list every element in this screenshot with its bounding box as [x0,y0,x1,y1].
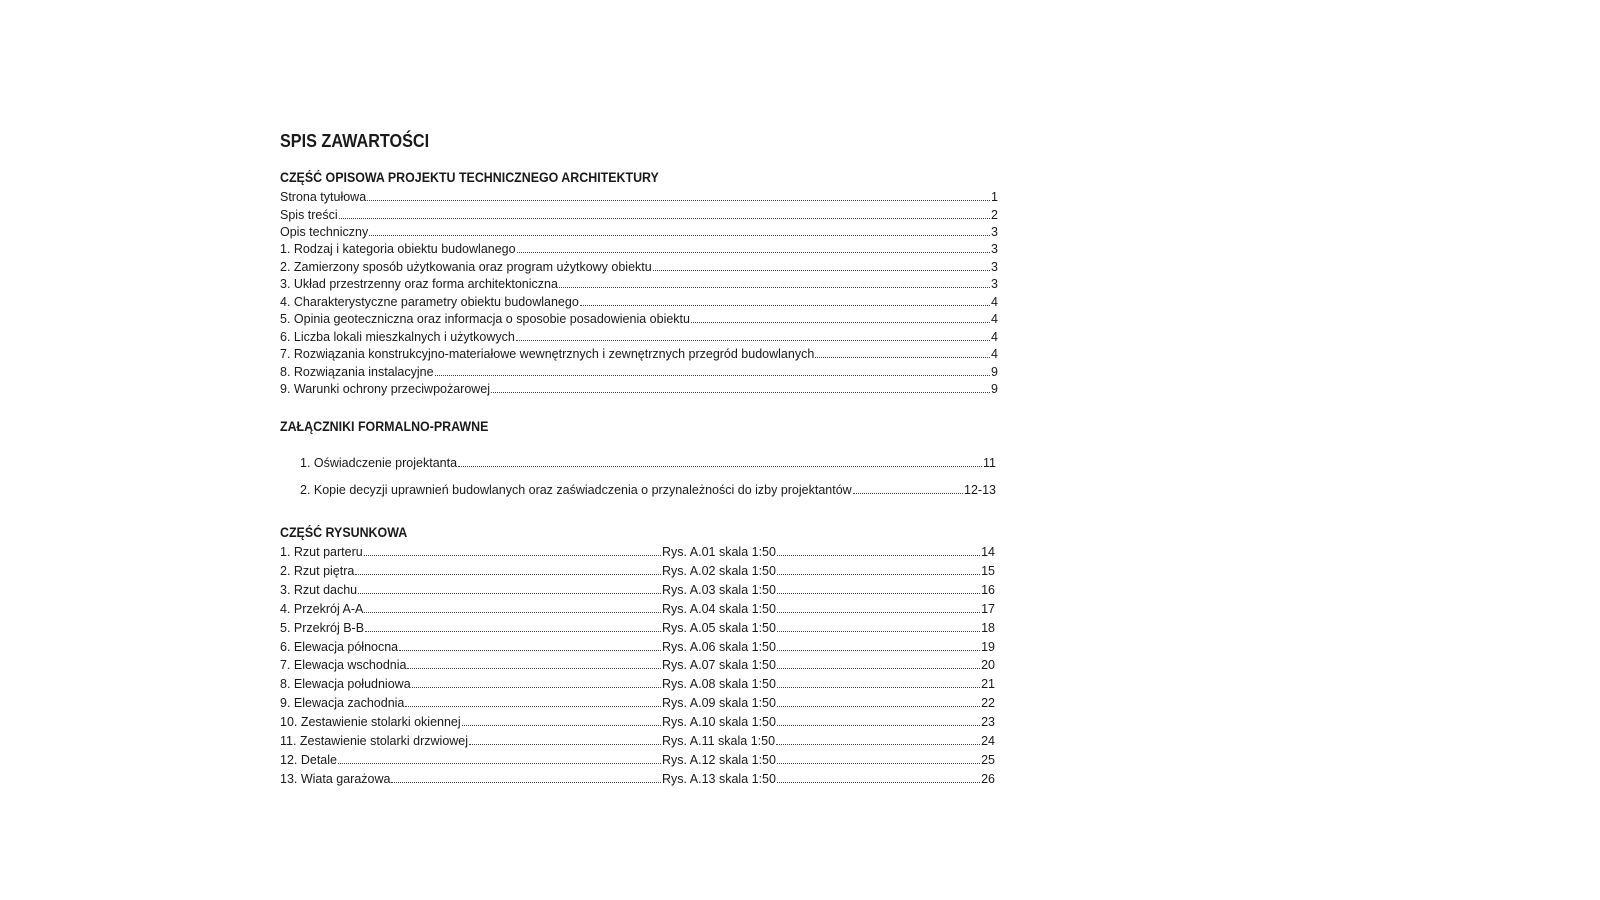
dot-leader [391,782,661,783]
toc-entry [300,455,996,472]
drawing-entry-label: 11. Zestawienie stolarki drzwiowej [280,734,469,748]
toc-entry-page: 3 [991,225,998,239]
drawing-entry-label: 5. Przekrój B-B [280,621,365,635]
drawing-entry-page: 16 [981,583,995,597]
toc-entry-page: 9 [991,365,998,379]
dot-leader [469,744,661,745]
drawing-entry-page: 14 [981,545,995,559]
section-heading-attachments: ZAŁĄCZNIKI FORMALNO-PRAWNE [280,419,489,434]
dot-leader [559,287,990,288]
drawing-entry-label: 9. Elewacja zachodnia [280,696,405,710]
drawing-entry-page: 17 [981,602,995,616]
section-heading-descriptive: CZĘŚĆ OPISOWA PROJEKTU TECHNICZNEGO ARCHITEKTURY [280,170,659,185]
dot-leader [491,392,990,393]
drawing-entry-label: 7. Elewacja wschodnia [280,658,407,672]
toc-entry-page: 2 [991,208,998,222]
toc-entry-page: 12-13 [964,483,996,497]
toc-entry-page: 4 [991,347,998,361]
drawing-entry [280,676,995,693]
dot-leader [407,668,661,669]
dot-leader [367,200,990,201]
toc-entry [280,346,998,363]
toc-entry-label: 7. Rozwiązania konstrukcyjno-materiałowe wewnętrznych i zewnętrznych przegród budowlanych [280,347,815,361]
dot-leader [653,270,990,271]
dot-leader [517,252,990,253]
dot-leader [516,340,990,341]
dot-leader [580,305,990,306]
toc-entry-label: 3. Układ przestrzenny oraz forma architektoniczna [280,277,558,291]
drawing-entry-ref: Rys. A.11 skala 1:50 [662,734,776,748]
dot-leader [365,631,661,632]
toc-entry [280,294,998,311]
toc-entry-label: 2. Zamierzony sposób użytkowania oraz program użytkowy obiektu [280,260,652,274]
dot-leader [777,593,980,594]
drawing-entry-ref: Rys. A.10 skala 1:50 [662,715,776,729]
toc-entry [280,276,998,293]
drawing-entry-ref: Rys. A.09 skala 1:50 [662,696,776,710]
toc-entry-label: Strona tytułowa [280,190,367,204]
drawing-entry-page: 26 [981,772,995,786]
dot-leader [462,725,661,726]
toc-entry-label: 1. Rodzaj i kategoria obiektu budowlanego [280,242,516,256]
toc-entry-label: 1. Oświadczenie projektanta [300,456,458,470]
toc-entry-page: 3 [991,260,998,274]
drawing-entry-label: 2. Rzut piętra [280,564,355,578]
drawing-entry-ref: Rys. A.08 skala 1:50 [662,677,776,691]
toc-entry-label: 2. Kopie decyzji uprawnień budowlanych oraz zaświadczenia o przynależności do izby projektantów [300,483,852,497]
toc-entry-page: 3 [991,242,998,256]
drawing-entry-ref: Rys. A.07 skala 1:50 [662,658,776,672]
toc-entry-page: 9 [991,382,998,396]
dot-leader [358,593,661,594]
drawing-entry-ref: Rys. A.02 skala 1:50 [662,564,776,578]
toc-entry-page: 4 [991,295,998,309]
dot-leader [369,235,990,236]
toc-entry [280,259,998,276]
dot-leader [777,668,980,669]
toc-entry-label: 9. Warunki ochrony przeciwpożarowej [280,382,491,396]
drawing-entry-ref: Rys. A.12 skala 1:50 [662,753,776,767]
drawing-entry-ref: Rys. A.05 skala 1:50 [662,621,776,635]
toc-entry-label: Spis treści [280,208,338,222]
drawing-entry-page: 24 [981,734,995,748]
dot-leader [777,725,980,726]
drawing-entry-label: 6. Elewacja północna [280,640,399,654]
drawing-entry-page: 23 [981,715,995,729]
drawing-entry [280,620,995,637]
toc-entry-page: 1 [991,190,998,204]
dot-leader [339,218,990,219]
drawing-entry-ref: Rys. A.13 skala 1:50 [662,772,776,786]
drawing-entry-page: 15 [981,564,995,578]
dot-leader [853,493,963,494]
drawing-entry-page: 22 [981,696,995,710]
drawing-entry [280,714,995,731]
drawing-entry-label: 10. Zestawienie stolarki okiennej [280,715,461,729]
toc-entry [280,241,998,258]
toc-entry [280,311,998,328]
toc-entry [280,329,998,346]
toc-entry-label: 5. Opinia geoteczniczna oraz informacja o sposobie posadowienia obiektu [280,312,690,326]
drawing-entry-page: 21 [981,677,995,691]
toc-entry [280,207,998,224]
toc-entry-page: 4 [991,330,998,344]
dot-leader [777,650,980,651]
toc-entry-label: 4. Charakterystyczne parametry obiektu budowlanego [280,295,579,309]
toc-entry-label: Opis techniczny [280,225,369,239]
dot-leader [776,744,980,745]
toc-entry-page: 4 [991,312,998,326]
dot-leader [777,574,980,575]
dot-leader [412,687,661,688]
drawing-entry [280,582,995,599]
drawing-entry [280,771,995,788]
dot-leader [777,555,980,556]
toc-entry [280,381,998,398]
drawing-entry-label: 8. Elewacja południowa [280,677,411,691]
drawing-entry-label: 12. Detale [280,753,337,767]
toc-entry [280,364,998,381]
toc-entry-label: 6. Liczba lokali mieszkalnych i użytkowych [280,330,515,344]
drawing-entry-page: 20 [981,658,995,672]
drawing-entry-label: 4. Przekrój A-A [280,602,364,616]
dot-leader [777,631,980,632]
drawing-entry [280,657,995,674]
dot-leader [691,322,990,323]
dot-leader [777,782,980,783]
dot-leader [777,687,980,688]
toc-entry-page: 3 [991,277,998,291]
drawing-entry-ref: Rys. A.04 skala 1:50 [662,602,776,616]
dot-leader [338,763,661,764]
drawing-entry-ref: Rys. A.06 skala 1:50 [662,640,776,654]
drawing-entry [280,639,995,656]
dot-leader [777,612,980,613]
dot-leader [815,357,990,358]
drawing-entry-label: 1. Rzut parteru [280,545,363,559]
dot-leader [405,706,661,707]
drawing-entry [280,544,995,561]
dot-leader [364,612,661,613]
toc-entry-page: 11 [983,456,996,470]
dot-leader [777,763,980,764]
drawing-entry [280,695,995,712]
toc-entry [280,224,998,241]
drawing-entry-label: 3. Rzut dachu [280,583,358,597]
drawing-entry [280,563,995,580]
toc-entry [300,482,996,499]
dot-leader [364,555,661,556]
dot-leader [777,706,980,707]
drawing-entry [280,601,995,618]
toc-entry-label: 8. Rozwiązania instalacyjne [280,365,434,379]
dot-leader [355,574,661,575]
page-title: SPIS ZAWARTOŚCI [280,131,430,151]
drawing-entry [280,752,995,769]
section-heading-drawings: CZĘŚĆ RYSUNKOWA [280,525,408,540]
dot-leader [399,650,661,651]
drawing-entry-page: 19 [981,640,995,654]
dot-leader [458,466,982,467]
drawing-entry-page: 25 [981,753,995,767]
toc-entry [280,189,998,206]
drawing-entry-page: 18 [981,621,995,635]
drawing-entry-ref: Rys. A.01 skala 1:50 [662,545,776,559]
dot-leader [435,375,990,376]
drawing-entry [280,733,995,750]
drawing-entry-ref: Rys. A.03 skala 1:50 [662,583,776,597]
drawing-entry-label: 13. Wiata garażowa [280,772,391,786]
